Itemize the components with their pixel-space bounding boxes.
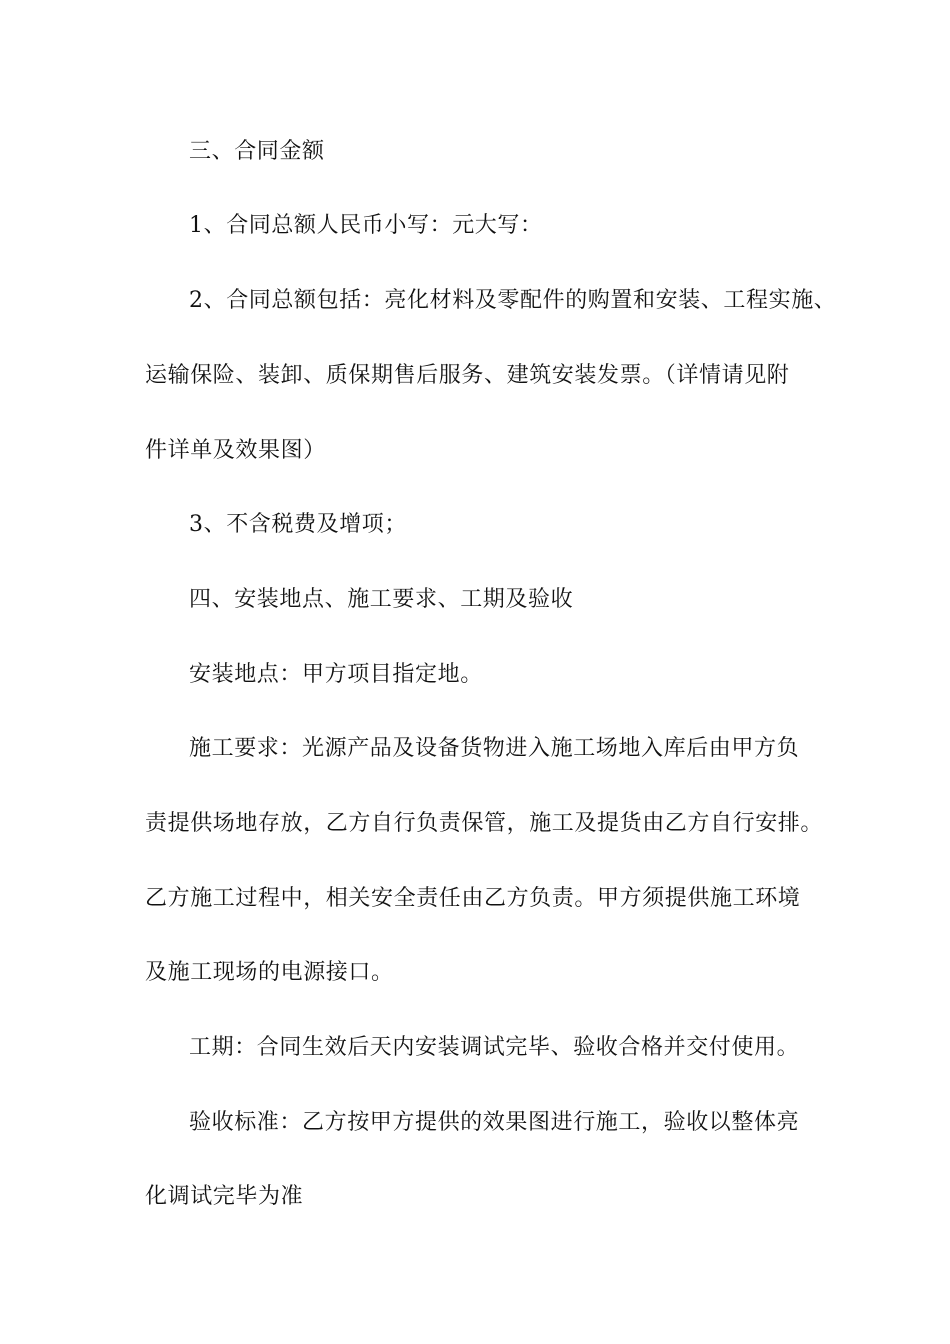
paragraph-line: 件详单及效果图） [145, 438, 326, 463]
section-heading-contract-amount: 三、合同金额 [189, 139, 325, 164]
paragraph-line: 施工要求：光源产品及设备货物进入施工场地入库后由甲方负 [189, 736, 800, 761]
paragraph-line: 安装地点：甲方项目指定地。 [189, 662, 483, 687]
paragraph-line: 及施工现场的电源接口。 [145, 960, 394, 985]
paragraph-line: 工期：合同生效后天内安装调试完毕、验收合格并交付使用。 [189, 1035, 800, 1060]
paragraph-line: 1、合同总额人民币小写：元大写： [189, 213, 543, 238]
paragraph-line: 2、合同总额包括：亮化材料及零配件的购置和安装、工程实施、 [189, 288, 837, 313]
paragraph-line: 化调试完毕为准 [145, 1184, 304, 1209]
paragraph-line: 乙方施工过程中，相关安全责任由乙方负责。甲方须提供施工环境 [145, 886, 801, 911]
paragraph-line: 3、不含税费及增项； [189, 512, 407, 537]
paragraph-line: 验收标准：乙方按甲方提供的效果图进行施工，验收以整体亮 [189, 1110, 800, 1135]
paragraph-line: 运输保险、装卸、质保期售后服务、建筑安装发票。（详情请见附 [145, 363, 790, 388]
paragraph-line: 责提供场地存放，乙方自行负责保管，施工及提货由乙方自行安排。 [145, 811, 824, 836]
section-heading-installation: 四、安装地点、施工要求、工期及验收 [189, 587, 574, 612]
